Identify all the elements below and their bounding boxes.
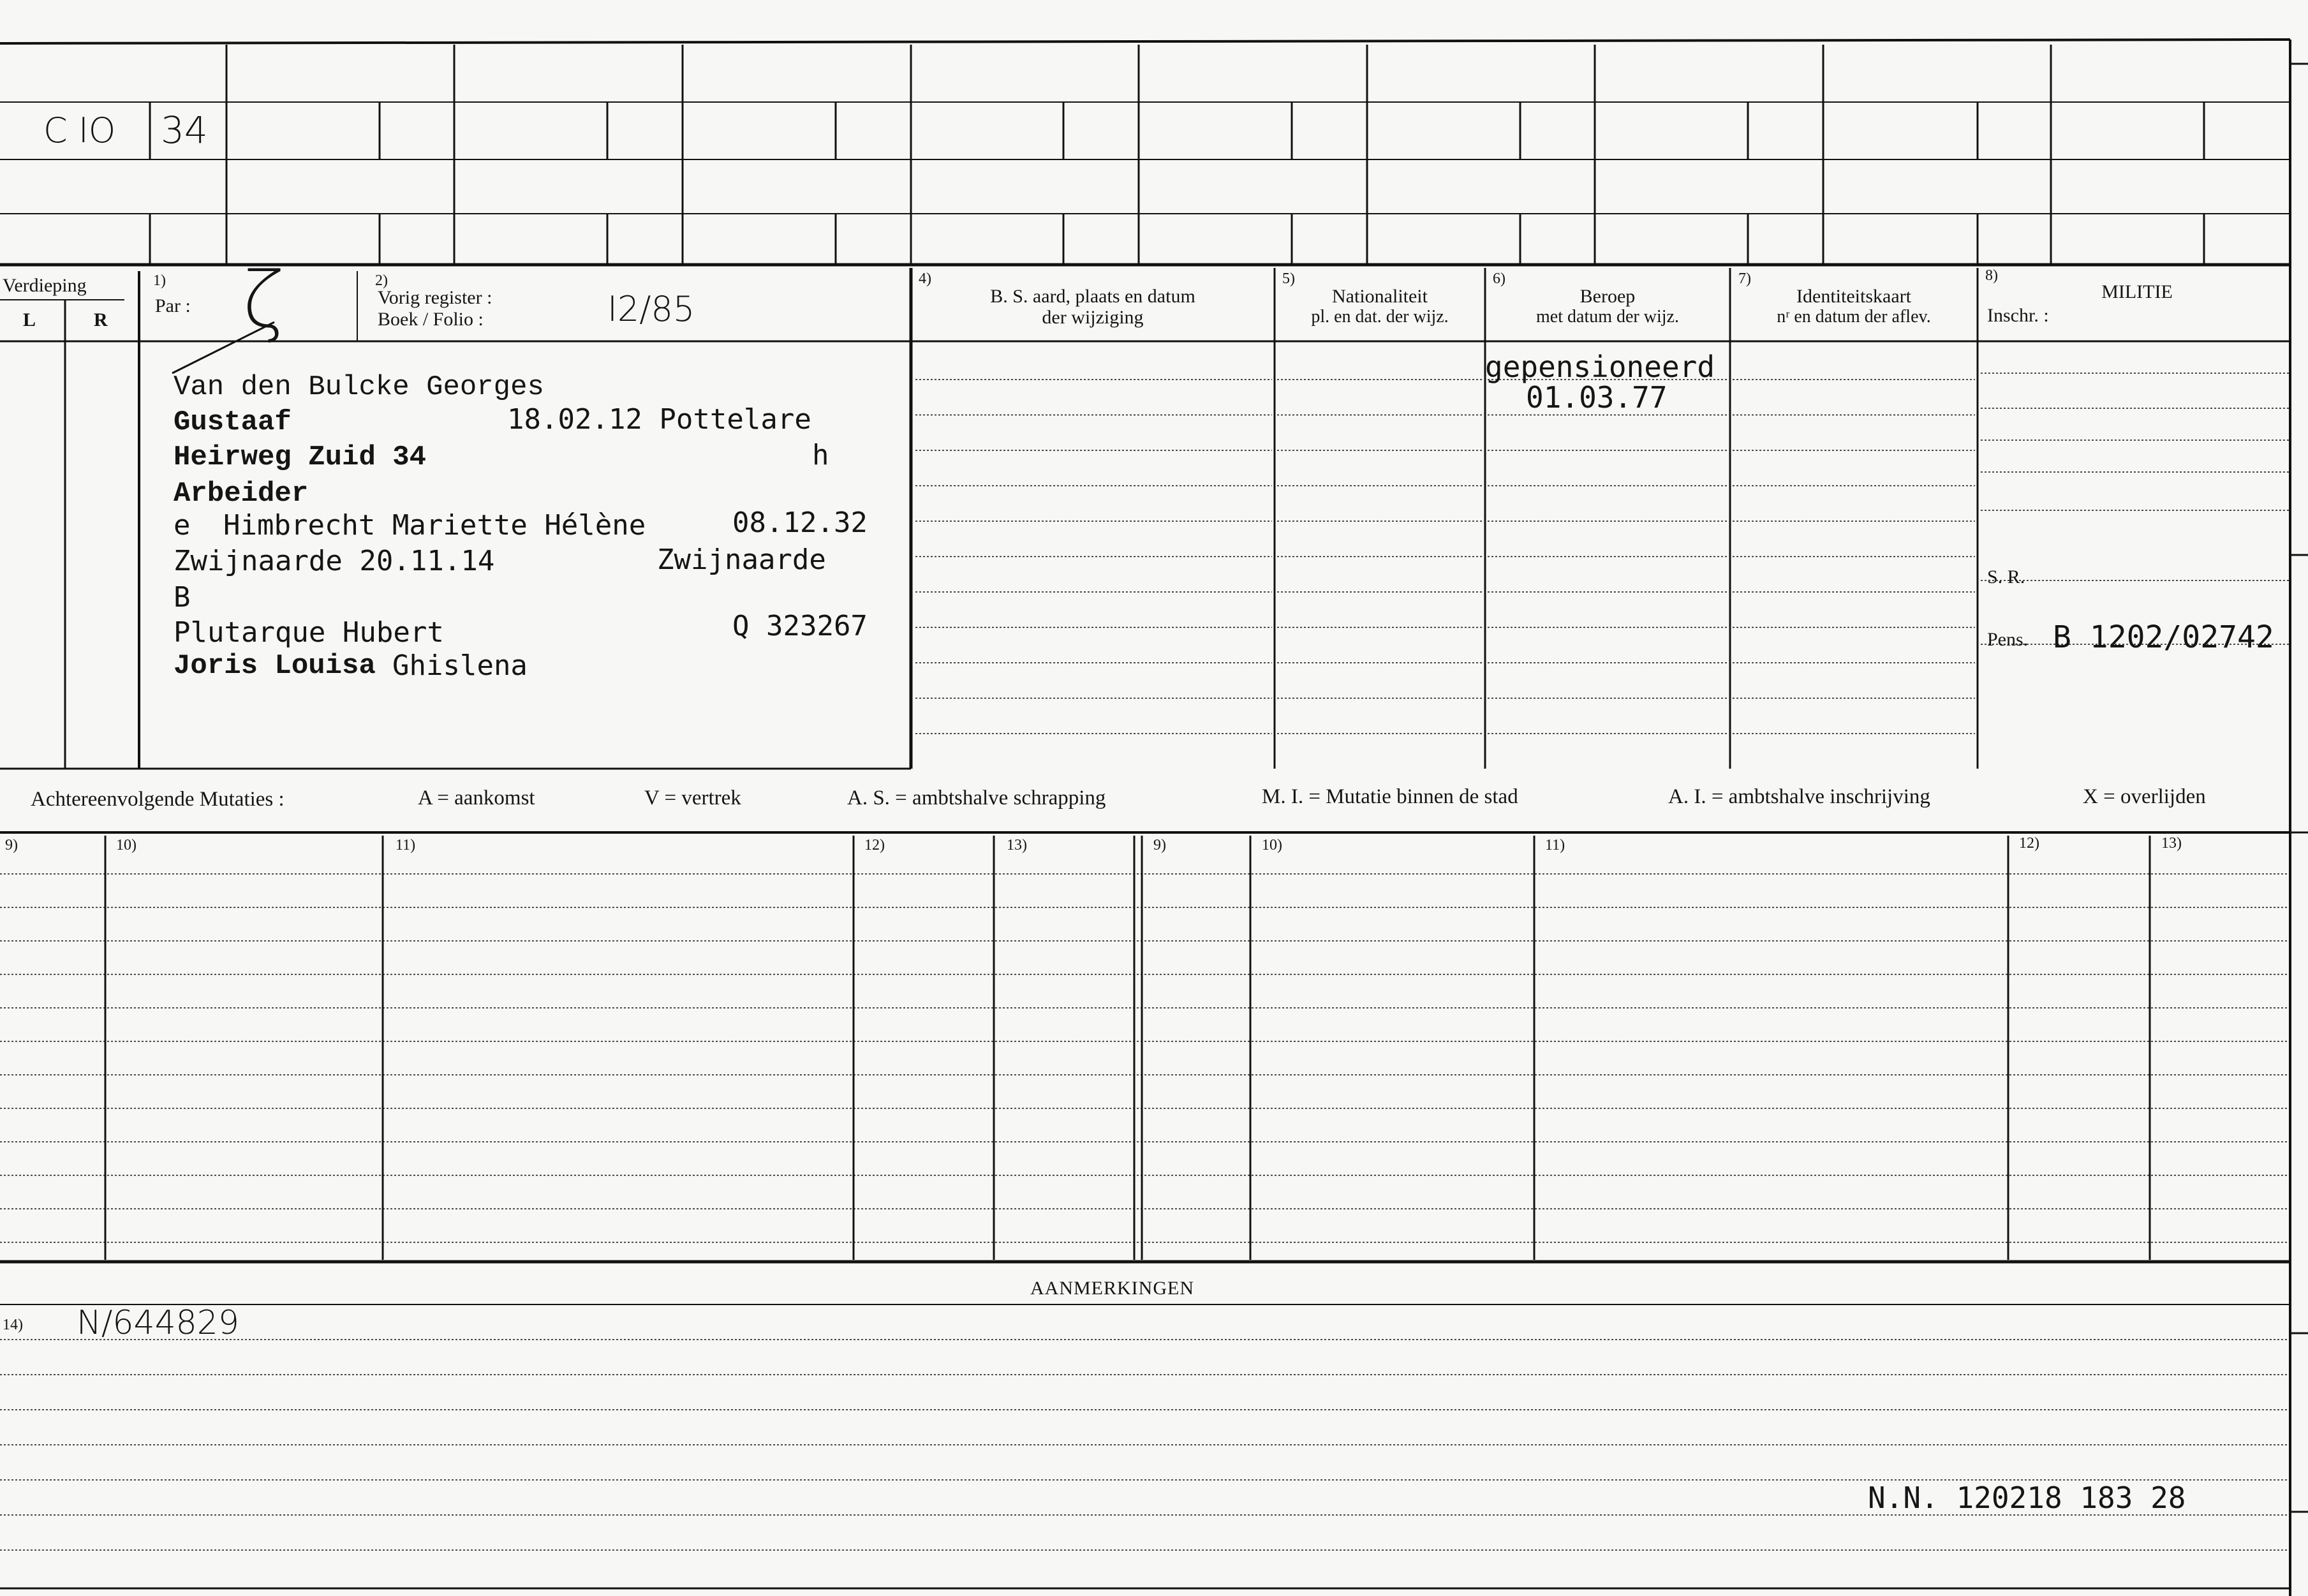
militia-title: MILITIE [2101, 281, 2173, 302]
mutation-col-12: 12) [864, 837, 885, 853]
person-line-5c: 08.12.32 [732, 506, 868, 539]
remarks-value: N/644829 [77, 1304, 239, 1342]
mutation-col-9: 9) [5, 837, 18, 853]
file-number: 34 [161, 108, 208, 152]
mutation-col-9b: 9) [1153, 837, 1166, 853]
profession-date: 01.03.77 [1526, 380, 1668, 415]
floor-title: Verdieping [3, 275, 87, 296]
mutation-col-10: 10) [116, 837, 137, 853]
person-line-8a: Plutarque Hubert [174, 616, 444, 649]
person-line-2b: 18.02.12 Pottelare [507, 403, 811, 436]
person-line-3a: Heirweg Zuid 34 [174, 441, 427, 473]
id-card-header-sub: nʳ en datum der aflev. [1777, 307, 1931, 327]
mutation-col-11b: 11) [1545, 837, 1565, 853]
person-line-5b: Himbrecht Mariette Hélène [223, 509, 646, 542]
floor-left: L [23, 309, 36, 330]
mutation-col-13b: 13) [2161, 835, 2182, 852]
bs-header-sub: der wijziging [1042, 307, 1144, 328]
mutations-title: Achtereenvolgende Mutaties : [31, 788, 285, 811]
person-line-7: B [174, 581, 191, 614]
mutation-legend-internal-move: M. I. = Mutatie binnen de stad [1262, 785, 1518, 808]
nationality-header-sub: pl. en dat. der wijz. [1311, 307, 1449, 327]
mutation-legend-departure: V = vertrek [644, 787, 741, 809]
militia-number: 8) [1985, 267, 1998, 284]
militia-pens-label: Pens. [1987, 629, 2029, 650]
par-number: 1) [153, 272, 166, 289]
mutation-col-10b: 10) [1262, 837, 1282, 853]
mutation-col-13: 13) [1007, 837, 1027, 853]
mutation-legend-death: X = overlijden [2083, 785, 2206, 808]
person-line-9b: Ghislena [392, 649, 528, 682]
prev-register-label: Vorig register : [378, 287, 492, 308]
person-line-1: Van den Bulcke Georges [174, 371, 544, 403]
par-mark: ζ [242, 256, 285, 345]
nationality-header: Nationaliteit [1332, 286, 1428, 307]
prev-register-number: 2) [375, 272, 388, 289]
mutation-legend-arrival: A = aankomst [418, 787, 535, 809]
book-folio-label: Boek / Folio : [378, 309, 484, 330]
mutation-legend-struck-off: A. S. = ambtshalve schrapping [847, 787, 1106, 809]
id-card-header: Identiteitskaart [1796, 286, 1911, 307]
remarks-number: 14) [3, 1317, 23, 1333]
person-line-6a: Zwijnaarde 20.11.14 [174, 545, 495, 577]
profession-number: 6) [1493, 270, 1505, 287]
remarks-title: AANMERKINGEN [1030, 1278, 1194, 1299]
person-line-6b: Zwijnaarde [657, 543, 826, 576]
id-card-number: 7) [1738, 270, 1751, 287]
floor-right: R [94, 309, 108, 330]
profession-header-sub: met datum der wijz. [1536, 307, 1679, 327]
mutation-col-12b: 12) [2019, 835, 2039, 852]
mutation-col-11: 11) [396, 837, 416, 853]
prev-register-value: I2/85 [607, 289, 695, 329]
militia-sr-label: S. R. [1987, 566, 2025, 587]
person-line-4: Arbeider [174, 478, 309, 510]
mutation-legend-registration: A. I. = ambtshalve inschrijving [1668, 785, 1930, 808]
person-line-3b: h [812, 439, 829, 471]
person-line-9a: Joris Louisa [174, 650, 376, 682]
person-line-2a: Gustaaf [174, 406, 292, 438]
militia-inschr-label: Inschr. : [1987, 305, 2049, 326]
profession-value: gepensioneerd [1485, 350, 1715, 384]
person-line-8b: Q 323267 [732, 610, 868, 642]
bs-number: 4) [919, 270, 931, 287]
person-line-5a: e [174, 509, 191, 542]
nationality-number: 5) [1282, 270, 1295, 287]
file-code: C IO [43, 110, 116, 151]
profession-header: Beroep [1579, 286, 1636, 307]
bs-header: B. S. aard, plaats en datum [990, 286, 1195, 307]
militia-pens-value: B 1202/02742 [2053, 619, 2274, 655]
par-label: Par : [155, 295, 191, 316]
national-number: N.N. 120218 183 28 [1868, 1481, 2186, 1515]
